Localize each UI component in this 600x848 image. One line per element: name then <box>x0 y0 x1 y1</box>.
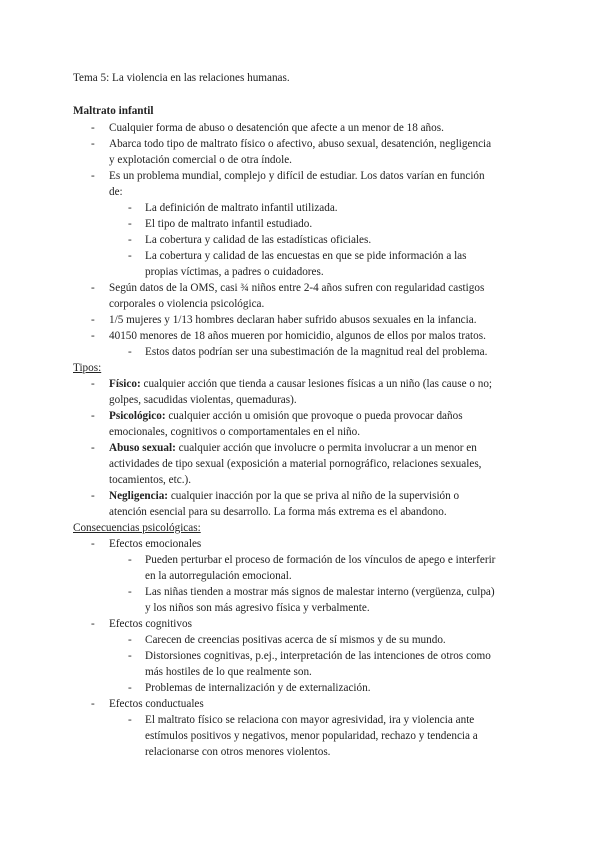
tipo-text: tocamientos, etc.). <box>109 474 192 486</box>
subbullet-text: estímulos positivos y negativos, menor popularidad, rechazo y tendencia a <box>145 730 478 742</box>
bullet-dash: - <box>91 378 95 390</box>
bullet-text: de: <box>109 186 123 198</box>
bullet-dash: - <box>91 282 95 294</box>
subbullet-text: El maltrato físico se relaciona con mayor agresividad, ira y violencia ante <box>145 714 475 726</box>
bullet-dash: - <box>91 490 95 502</box>
subbullet-text: en la autorregulación emocional. <box>145 570 292 582</box>
tipo-text: cualquier inacción por la que se priva al niño de la supervisión o <box>168 490 460 502</box>
bullet-dash: - <box>91 618 95 630</box>
bullet-text: Cualquier forma de abuso o desatención que afecte a un menor de 18 años. <box>109 122 444 134</box>
subbullet-dash: - <box>128 554 132 566</box>
subbullet-dash: - <box>128 682 132 694</box>
tipo-text: atención esencial para su desarrollo. La forma más extrema es el abandono. <box>109 506 447 518</box>
subbullet-dash: - <box>128 586 132 598</box>
subbullet-dash: - <box>128 202 132 214</box>
bullet-dash: - <box>91 170 95 182</box>
subbullet-text: El tipo de maltrato infantil estudiado. <box>145 218 313 230</box>
bullet-dash: - <box>91 538 95 550</box>
subbullet-dash: - <box>128 714 132 726</box>
subbullet-text: propias víctimas, a padres o cuidadores. <box>145 266 324 278</box>
tipo-label: Psicológico: <box>109 410 166 422</box>
bullet-text: Es un problema mundial, complejo y difícil de estudiar. Los datos varían en función <box>109 170 485 182</box>
tipos-heading: Tipos: <box>73 362 102 374</box>
tipo-text: emocionales, cognitivos o comportamentales en el niño. <box>109 426 361 438</box>
bullet-dash: - <box>91 410 95 422</box>
bullet-text: 1/5 mujeres y 1/13 hombres declaran haber sufrido abusos sexuales en la infancia. <box>109 314 477 326</box>
subbullet-text: Distorsiones cognitivas, p.ej., interpretación de las intenciones de otros como <box>145 650 491 662</box>
subbullet-text: relacionarse con otros menores violentos. <box>145 746 331 758</box>
section-heading: Maltrato infantil <box>73 105 154 117</box>
subbullet-text: Problemas de internalización y de externalización. <box>145 682 371 694</box>
bullet-dash: - <box>91 698 95 710</box>
subbullet-text: y los niños son más agresivo física y verbalmente. <box>145 602 370 614</box>
tipo-text: cualquier acción que tienda a causar lesiones físicas a un niño (las cause o no; <box>140 378 493 390</box>
tipo-text: golpes, sacudidas violentas, quemaduras). <box>109 394 297 406</box>
bullet-dash: - <box>91 330 95 342</box>
bullet-text: corporales o violencia psicológica. <box>109 298 265 310</box>
tipo-label: Físico: <box>109 378 141 390</box>
tipo-text: cualquier acción u omisión que provoque o pueda provocar daños <box>165 410 463 422</box>
bullet-dash: - <box>91 138 95 150</box>
tipo-abuso-sexual <box>109 441 477 455</box>
bullet-dash: - <box>91 442 95 454</box>
doc-title: Tema 5: La violencia en las relaciones humanas. <box>73 72 290 84</box>
bullet-text: 40150 menores de 18 años mueren por homicidio, algunos de ellos por malos tratos. <box>109 330 486 342</box>
subbullet-dash: - <box>128 634 132 646</box>
subbullet-dash: - <box>128 234 132 246</box>
subbullet-text: La definición de maltrato infantil utilizada. <box>145 202 338 214</box>
subbullet-text: más hostiles de lo que realmente son. <box>145 666 312 678</box>
bullet-dash: - <box>91 314 95 326</box>
tipo-label: Abuso sexual: <box>109 442 176 454</box>
effect-category: Efectos emocionales <box>109 538 202 550</box>
bullet-dash: - <box>91 122 95 134</box>
tipo-psicologico <box>109 409 463 423</box>
bullet-text: Abarca todo tipo de maltrato físico o afectivo, abuso sexual, desatención, negligencia <box>109 138 492 150</box>
tipo-text: actividades de tipo sexual (exposición a material pornográfico, relaciones sexuales, <box>109 458 482 470</box>
bullet-text: y explotación comercial o de otra índole. <box>109 154 292 166</box>
consecuencias-heading: Consecuencias psicológicas: <box>73 522 201 534</box>
subbullet-text: La cobertura y calidad de las encuestas en que se pide información a las <box>145 250 467 262</box>
subbullet-dash: - <box>128 250 132 262</box>
subbullet-text: Pueden perturbar el proceso de formación de los vínculos de apego e interferir <box>145 554 496 566</box>
bullet-text: Según datos de la OMS, casi ¾ niños entre 2-4 años sufren con regularidad castigos <box>109 282 485 294</box>
subbullet-text: Carecen de creencias positivas acerca de sí mismos y de su mundo. <box>145 634 446 646</box>
subbullet-text: La cobertura y calidad de las estadísticas oficiales. <box>145 234 372 246</box>
subbullet-dash: - <box>128 346 132 358</box>
effect-category: Efectos cognitivos <box>109 618 192 630</box>
subbullet-text: Estos datos podrían ser una subestimación de la magnitud real del problema. <box>145 346 488 358</box>
subbullet-dash: - <box>128 218 132 230</box>
tipo-text: cualquier acción que involucre o permita involucrar a un menor en <box>175 442 477 454</box>
subbullet-dash: - <box>128 650 132 662</box>
tipo-label: Negligencia: <box>109 490 169 502</box>
tipo-fisico <box>109 377 492 391</box>
effect-category: Efectos conductuales <box>109 698 204 710</box>
subbullet-text: Las niñas tienden a mostrar más signos de malestar interno (vergüenza, culpa) <box>145 586 495 598</box>
tipo-negligencia <box>109 489 459 503</box>
